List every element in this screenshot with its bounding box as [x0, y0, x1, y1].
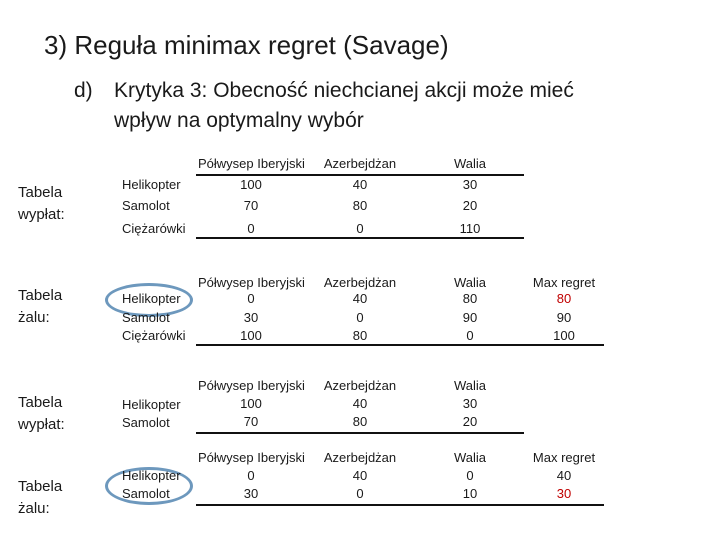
table3-header-azerbaijan: Azerbejdżan	[323, 378, 397, 393]
table1-row-label: Ciężarówki	[122, 221, 186, 236]
subtitle-line-1: Krytyka 3: Obecność niechcianej akcji może mieć	[114, 79, 574, 102]
table4-cell: 0	[247, 468, 255, 483]
table1-header-azerbaijan: Azerbejdżan	[323, 156, 397, 171]
table1-label-line1: Tabela	[18, 184, 63, 201]
table3-cell: 80	[352, 414, 368, 429]
table2-cell: 90	[556, 310, 572, 325]
table2-cell: 90	[462, 310, 478, 325]
table2-cell: 40	[352, 291, 368, 306]
table4-header-max-regret: Max regret	[532, 450, 596, 465]
table2-label	[18, 285, 62, 329]
table4-label-line2: żalu:	[18, 500, 50, 517]
table4-header-wales: Walia	[453, 450, 487, 465]
table2-max-regret-value-highlighted: 80	[556, 291, 572, 306]
table3-cell: 20	[462, 414, 478, 429]
table1-cell: 20	[462, 198, 478, 213]
table4-max-regret-value-highlighted: 30	[556, 486, 572, 501]
table2-header-azerbaijan: Azerbejdżan	[323, 275, 397, 290]
table4-label	[18, 476, 62, 520]
table3-label	[18, 392, 65, 436]
table3-cell: 40	[352, 396, 368, 411]
table2-row-label: Samolot	[122, 310, 170, 325]
table3-cell: 70	[243, 414, 259, 429]
table4-cell: 0	[356, 486, 364, 501]
slide-title: 3) Reguła minimax regret (Savage)	[44, 30, 449, 60]
table4-label-line1: Tabela	[18, 478, 63, 495]
table2-bottom-rule	[196, 344, 604, 346]
table2-row-label: Helikopter	[122, 291, 181, 306]
table1-header-iberia: Półwysep Iberyjski	[198, 156, 305, 171]
subtitle-marker: d)	[74, 79, 93, 102]
table3-cell: 100	[240, 396, 262, 411]
table2-header-iberia: Półwysep Iberyjski	[198, 275, 305, 290]
table4-header-iberia: Półwysep Iberyjski	[198, 450, 305, 465]
table1-bottom-rule	[196, 237, 524, 239]
table1-cell: 0	[356, 221, 364, 236]
table2-cell: 0	[247, 291, 255, 306]
table3-header-iberia: Półwysep Iberyjski	[198, 378, 305, 393]
table4-bottom-rule	[196, 504, 604, 506]
table2-label-line2: żalu:	[18, 309, 50, 326]
table1-row-label: Samolot	[122, 198, 170, 213]
table1-cell: 80	[352, 198, 368, 213]
table4-header-azerbaijan: Azerbejdżan	[323, 450, 397, 465]
table3-row-label: Helikopter	[122, 397, 181, 412]
table3-header-wales: Walia	[453, 378, 487, 393]
table2-row-label: Ciężarówki	[122, 328, 186, 343]
table2-cell: 30	[243, 310, 259, 325]
table2-cell: 80	[352, 328, 368, 343]
table1-cell: 40	[352, 177, 368, 192]
table2-cell: 0	[356, 310, 364, 325]
table1-cell: 110	[459, 221, 481, 236]
table2-cell: 100	[553, 328, 575, 343]
table4-cell: 10	[462, 486, 478, 501]
table1-cell: 100	[240, 177, 262, 192]
table4-cell: 40	[556, 468, 572, 483]
table4-cell: 40	[352, 468, 368, 483]
table2-cell: 80	[462, 291, 478, 306]
table3-label-line1: Tabela	[18, 394, 63, 411]
table1-cell: 70	[243, 198, 259, 213]
table1-cell: 30	[462, 177, 478, 192]
table4-cell: 30	[243, 486, 259, 501]
table3-row-label: Samolot	[122, 415, 170, 430]
table1-header-rule	[196, 174, 524, 176]
table3-cell: 30	[462, 396, 478, 411]
table2-cell: 100	[240, 328, 262, 343]
table2-header-wales: Walia	[453, 275, 487, 290]
subtitle-line-2: wpływ na optymalny wybór	[114, 109, 364, 132]
table2-header-max-regret: Max regret	[532, 275, 596, 290]
table3-label-line2: wypłat:	[18, 416, 65, 433]
table1-label-line2: wypłat:	[18, 206, 65, 223]
table1-header-wales: Walia	[453, 156, 487, 171]
table4-cell: 0	[466, 468, 474, 483]
table3-bottom-rule	[196, 432, 524, 434]
table4-row-label: Helikopter	[122, 468, 181, 483]
table1-row-label: Helikopter	[122, 177, 181, 192]
table2-cell: 0	[466, 328, 474, 343]
table2-label-line1: Tabela	[18, 287, 63, 304]
table1-label	[18, 182, 65, 226]
table1-cell: 0	[247, 221, 255, 236]
table4-row-label: Samolot	[122, 486, 170, 501]
